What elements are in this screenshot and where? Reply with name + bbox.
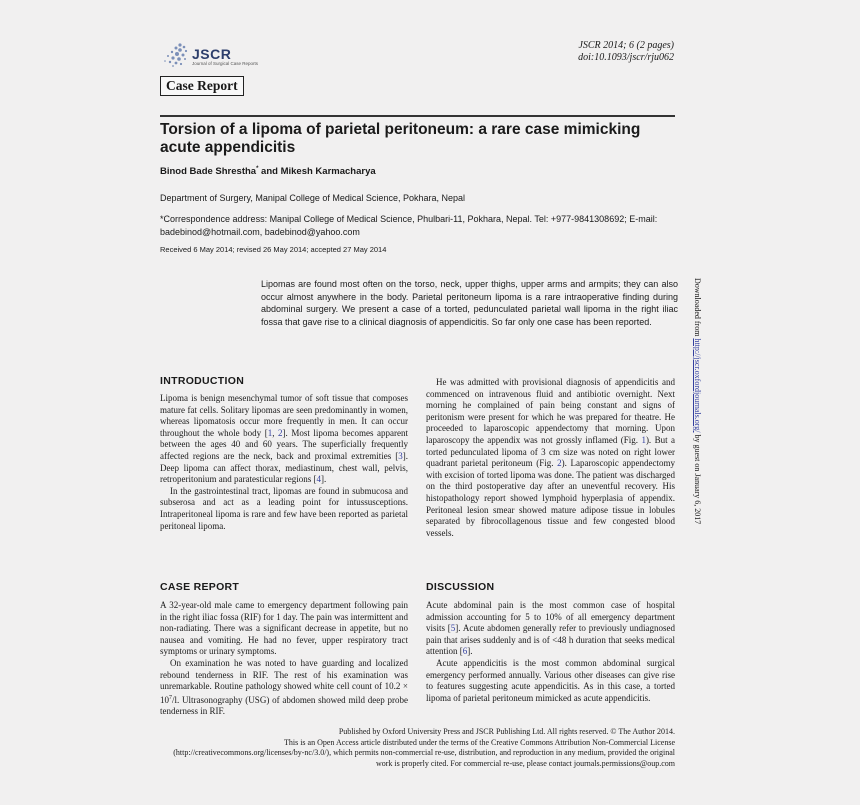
ref-2-link[interactable]: 2	[278, 427, 283, 438]
author-first: Binod Bade Shrestha	[160, 166, 257, 178]
introduction-paragraph-2: In the gastrointestinal tract, lipomas are found in submucosa and subserosa and act as a leading point for intussusceptions. Intraperitoneal lipoma is rare and few have been reported as parietal peritoneal lipoma.	[160, 485, 408, 531]
case-report-heading: CASE REPORT	[160, 581, 240, 593]
article-title: Torsion of a lipoma of parietal peritoneum: a rare case mimicking acute appendicitis	[160, 121, 641, 156]
journal-logo-subtitle: Journal of Surgical Case Reports	[192, 61, 259, 66]
jscr-logo-icon	[160, 42, 190, 68]
journal-issue: JSCR 2014; 6 (2 pages)	[578, 40, 674, 51]
ref-1-link[interactable]: 1	[267, 427, 273, 438]
sidebar-text-end: by guest on January 6, 2017	[693, 432, 702, 525]
introduction-paragraph-1: Lipoma is benign mesenchymal tumor of soft tissue that composes mature fat cells. Solitary lipomas are seen predominantly in women, whereas lipomatosis occur more frequently in men. It can occur throughout the whole body [1, 2]. Most lipoma becomes apparent between the ages 40 and 60 years. The superficially frequently affected regions are the neck, back and proximal extremities [3]. Deep lipoma can affect thorax, mediastinum, chest wall, pelvis, retroperitonium and paratesticular regions [4].	[160, 393, 408, 485]
abstract: Lipomas are found most often on the torso, neck, upper thighs, upper arms and armpits; they can also occur almost anywhere in the body. Parietal peritoneum lipoma is a rare intraoperative finding during abdominal surgery. We present a case of a torted, pedunculated parietal wall lipoma in the right iliac fossa that gave rise to a clinical diagnosis of appendicitis. So far only one case has been reported.	[261, 279, 678, 327]
ref-4-link[interactable]: 4	[316, 474, 321, 485]
ref-6-link[interactable]: 6	[462, 646, 468, 657]
received-dates: Received 6 May 2014; revised 26 May 2014; accepted 27 May 2014	[160, 245, 387, 254]
correspondence: *Correspondence address: Manipal College of Medical Science, Phulbari-11, Pokhara, Nepal. Tel: +977-9841308692; E-mail: badebinod@hotmail.com, badebinod@yahoo.com	[160, 214, 658, 237]
discussion-body	[426, 600, 675, 704]
discussion-heading: DISCUSSION	[426, 581, 495, 593]
license-text: This is an Open Access article distributed under the terms of the Creative Commons Attribution Non-Commercial License (http://creativecommons.org/licenses/by-nc/3.0/), which permits non-commercial re-use, distribution, and reproduction in any medium, provided the original work is properly cited. For commercial re-use, please contact journals.permissions@oup.com	[173, 737, 675, 768]
ref-5-link[interactable]: 5	[450, 623, 456, 634]
fig-2-link[interactable]: 2	[557, 458, 562, 469]
ref-3-link[interactable]: 3	[398, 450, 403, 461]
introduction-heading: INTRODUCTION	[160, 375, 245, 387]
case-continued-paragraph: He was admitted with provisional diagnosis of appendicitis and commenced on intravenous fluid and antibiotic overnight. Next morning he complained of pain being constant and signs of peritonism were present for which he was prepared for theatre. He proceeded to laparoscopic appendectomy that morning. Upon laparoscopy the appendix was not grossly inflamed (Fig. 1). But a torted pedunculated lipoma of 3 cm size was noted on right lower quadrant parietal peritoneum (Fig. 2). Laparoscopic appendectomy with excision of torted lipoma was done. The patient was discharged on the third postoperative day after an uneventful recovery. His histopathology report showed lymphoid hyperplasia of appendix. Peritoneal lesion smear showed mature adipose tissue in lobules separated by fibrocollagenous tissue and few congested blood vessels.	[426, 377, 676, 538]
journal-reference	[474, 40, 674, 64]
case-report-body	[160, 600, 408, 718]
journal-logo-text: JSCR	[192, 46, 232, 62]
license-footer	[160, 727, 675, 769]
discussion-paragraph-1: Acute abdominal pain is the most common case of hospital admission accounting for 5 to 10% of all emergency department visits [5]. Acute abdomen generally refer to previously undiagnosed pain that arises suddenly and is of <48 h duration that seeks medical attention [6].	[426, 600, 675, 657]
publisher-line: Published by Oxford University Press and JSCR Publishing Ltd. All rights reserved. © The Author 2014.	[338, 727, 675, 736]
journal-doi: doi:10.1093/jscr/rju062	[578, 52, 674, 63]
author-second: and Mikesh Karmacharya	[258, 166, 376, 178]
discussion-paragraph-2: Acute appendicitis is the most common abdominal surgical emergency performed annually. Various other diseases can give rise to features suggesting acute appendicitis. As in this case, a torted lipoma of parietal peritoneum mimicked as acute appendicitis.	[426, 657, 675, 703]
download-sidebar	[688, 278, 704, 698]
case-report-continued	[426, 377, 675, 539]
article-type-badge: Case Report	[160, 76, 244, 96]
title-divider	[160, 115, 675, 117]
sidebar-link[interactable]: http://jscr.oxfordjournals.org/	[693, 338, 702, 433]
case-report-paragraph-2: On examination he was noted to have guarding and localized rebound tenderness in RIF. The rest of his examination was unremarkable. Routine pathology showed white cell count of $10.2 \times 10^7/l$. Ultrasonography (USG) of abdomen showed mild deep probe tenderness in RIF.	[160, 657, 408, 717]
case-report-paragraph-1: A 32-year-old male came to emergency department following pain in the right iliac fossa (RIF) for 1 day. The pain was intermittent and non-radiating. There was a significant decrease in appetite, but no nausea and vomiting. He had no fever, upper respiratory tract symptoms or urinary symptoms.	[160, 600, 408, 657]
authors	[160, 166, 376, 177]
sidebar-text: Downloaded from	[693, 278, 702, 339]
corresponding-mark: *	[256, 166, 259, 172]
affiliation: Department of Surgery, Manipal College of Medical Science, Pokhara, Nepal	[160, 193, 465, 203]
fig-1-link[interactable]: 1	[641, 434, 646, 445]
introduction-body	[160, 393, 408, 532]
